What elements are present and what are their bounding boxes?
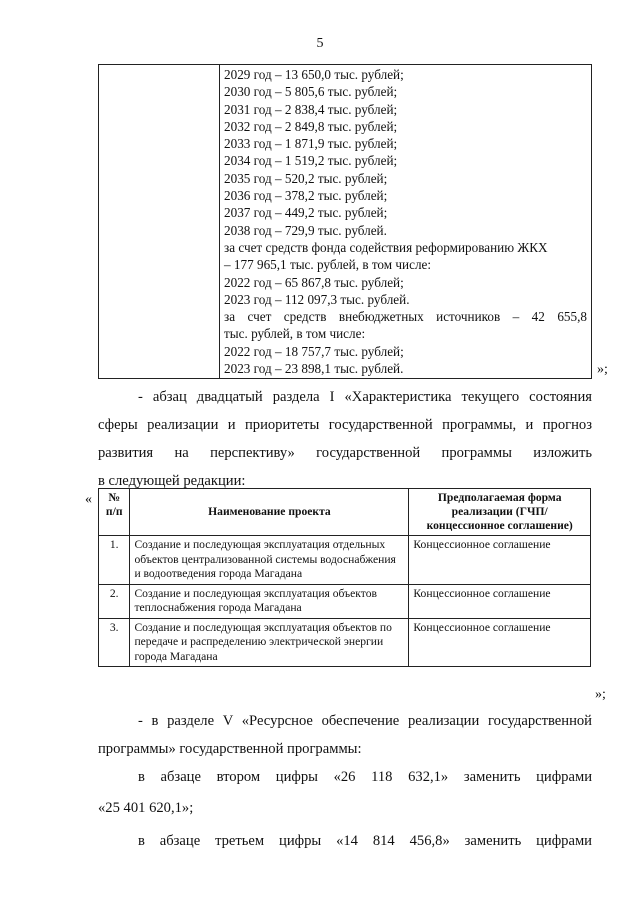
funding-line: 2038 год – 729,9 тыс. рублей. xyxy=(224,222,387,238)
row-form: Концессионное соглашение xyxy=(409,584,591,618)
header-name: Наименование проекта xyxy=(130,489,409,536)
paragraph-line: - в разделе V «Ресурсное обеспечение реализации государственной xyxy=(138,713,592,729)
paragraph-line: сферы реализации и приоритеты государственной программы, и прогноз xyxy=(98,417,592,433)
funding-line: за счет средств фонда содействия реформированию ЖКХ xyxy=(224,239,548,255)
paragraph-third-abzac xyxy=(98,826,592,857)
funding-line: 2023 год – 23 898,1 тыс. рублей. xyxy=(224,361,404,377)
header-num: № п/п xyxy=(99,489,130,536)
closing-quote: »; xyxy=(595,687,606,702)
row-num: 2. xyxy=(99,584,130,618)
closing-quote: »; xyxy=(597,362,608,377)
funding-table-content-cell xyxy=(220,65,592,379)
funding-table-empty-cell xyxy=(99,65,220,379)
paragraph-line: программы» государственной программы: xyxy=(98,741,362,757)
funding-line: 2033 год – 1 871,9 тыс. рублей; xyxy=(224,136,398,152)
paragraph-line: «25 401 620,1»; xyxy=(98,800,194,816)
row-name: Создание и последующая эксплуатация отдельных объектов централизованной системы водоснабжения и водоотведения города Магадана xyxy=(130,536,409,585)
table-row xyxy=(99,536,591,585)
paragraph-second-abzac xyxy=(98,762,592,824)
funding-line: 2022 год – 65 867,8 тыс. рублей; xyxy=(224,274,404,290)
funding-table xyxy=(98,64,592,379)
row-form: Концессионное соглашение xyxy=(409,618,591,667)
funding-line: 2022 год – 18 757,7 тыс. рублей; xyxy=(224,343,404,359)
projects-table xyxy=(98,488,591,667)
paragraph-section-five xyxy=(98,707,592,763)
paragraph-line: в следующей редакции: xyxy=(98,473,246,489)
funding-line: 2037 год – 449,2 тыс. рублей; xyxy=(224,205,388,221)
funding-line: 2029 год – 13 650,0 тыс. рублей; xyxy=(224,67,404,82)
funding-line: 2023 год – 112 097,3 тыс. рублей. xyxy=(224,291,410,307)
funding-line: – 177 965,1 тыс. рублей, в том числе: xyxy=(224,257,432,273)
funding-line: за счет средств внебюджетных источников – 42 655,8 xyxy=(224,309,587,325)
funding-line: 2036 год – 378,2 тыс. рублей; xyxy=(224,188,388,204)
paragraph-line: в абзаце втором цифры «26 118 632,1» заменить цифрами xyxy=(138,769,592,785)
funding-line: 2031 год – 2 838,4 тыс. рублей; xyxy=(224,101,398,117)
paragraph-line: - абзац двадцатый раздела I «Характеристика текущего состояния xyxy=(138,389,592,405)
funding-line: 2032 год – 2 849,8 тыс. рублей; xyxy=(224,118,398,134)
paragraph-section-one xyxy=(98,383,592,495)
table-row xyxy=(99,618,591,667)
paragraph-line: в абзаце третьем цифры «14 814 456,8» заменить цифрами xyxy=(138,833,592,849)
row-name: Создание и последующая эксплуатация объектов теплоснабжения города Магадана xyxy=(130,584,409,618)
row-num: 1. xyxy=(99,536,130,585)
row-num: 3. xyxy=(99,618,130,667)
paragraph-line: развития на перспективу» государственной программы изложить xyxy=(98,445,592,461)
funding-line: тыс. рублей, в том числе: xyxy=(224,326,366,342)
funding-line: 2034 год – 1 519,2 тыс. рублей; xyxy=(224,153,398,169)
row-form: Концессионное соглашение xyxy=(409,536,591,585)
page-number: 5 xyxy=(316,36,324,51)
header-form: Предполагаемая форма реализации (ГЧП/концессионное соглашение) xyxy=(409,489,591,536)
table-row xyxy=(99,584,591,618)
row-name: Создание и последующая эксплуатация объектов по передаче и распределению электрической энергии города Магадана xyxy=(130,618,409,667)
projects-table-header xyxy=(99,489,591,536)
funding-line: 2030 год – 5 805,6 тыс. рублей; xyxy=(224,84,398,100)
opening-quote: « xyxy=(85,492,92,507)
funding-line: 2035 год – 520,2 тыс. рублей; xyxy=(224,170,388,186)
